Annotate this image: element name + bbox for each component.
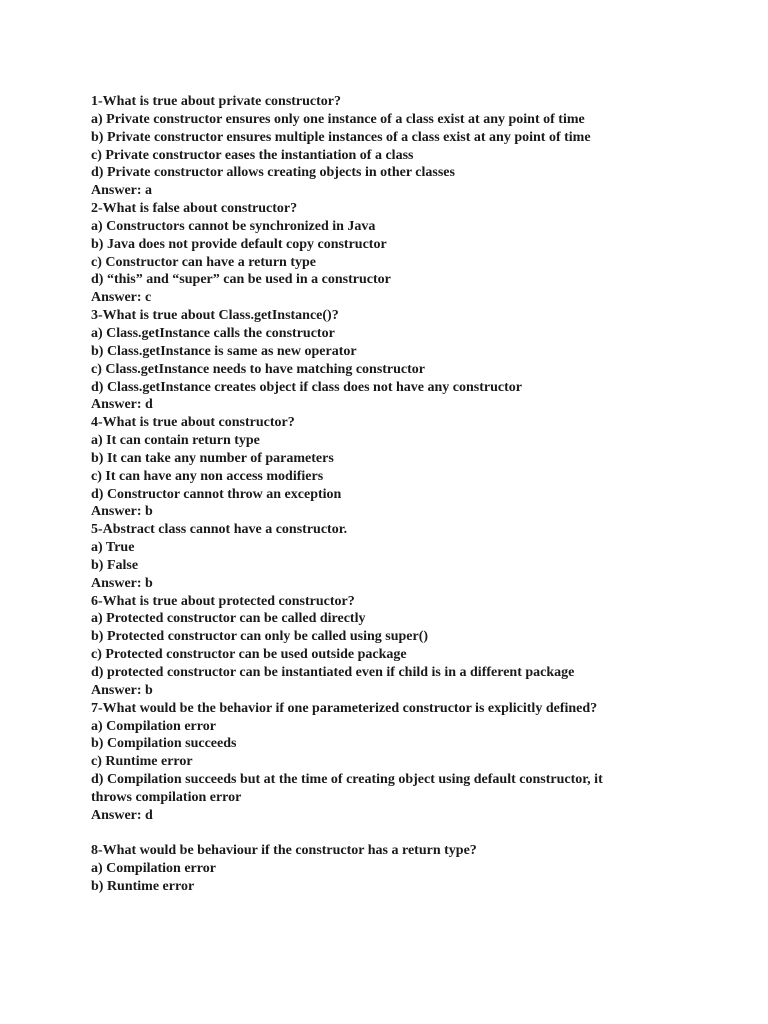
answer-option: d) “this” and “super” can be used in a constructor (91, 272, 391, 288)
answer-option: b) It can take any number of parameters (91, 450, 334, 466)
answer-key: Answer: b (91, 504, 153, 520)
answer-option: a) Compilation error (91, 718, 216, 734)
answer-key: Answer: a (91, 183, 153, 199)
quiz-document (91, 93, 751, 896)
answer-option: throws compilation error (91, 789, 242, 805)
answer-option: b) Java does not provide default copy constructor (91, 236, 387, 252)
answer-option: d) Compilation succeeds but at the time of creating object using default constructor, it (91, 772, 603, 788)
question-text: 2-What is false about constructor? (91, 201, 298, 217)
question-text: 7-What would be the behavior if one parameterized constructor is explicitly defined? (91, 700, 598, 716)
answer-key: Answer: b (91, 682, 153, 698)
question-text: 1-What is true about private constructor? (91, 94, 342, 109)
question-text: 5-Abstract class cannot have a constructor. (91, 522, 348, 538)
question-text: 3-What is true about Class.getInstance()? (91, 308, 339, 324)
answer-key: Answer: d (91, 807, 153, 823)
answer-option: a) It can contain return type (91, 433, 260, 449)
answer-option: d) Private constructor allows creating objects in other classes (91, 165, 455, 181)
answer-option: c) Runtime error (91, 754, 193, 770)
answer-option: b) Protected constructor can only be called using super() (91, 629, 429, 645)
answer-option: b) False (91, 557, 139, 573)
answer-option: b) Class.getInstance is same as new operator (91, 343, 357, 359)
answer-option: a) Class.getInstance calls the constructor (91, 325, 335, 341)
answer-option: a) Constructors cannot be synchronized in Java (91, 218, 376, 234)
answer-option: c) It can have any non access modifiers (91, 468, 324, 484)
answer-option: c) Private constructor eases the instantiation of a class (91, 147, 414, 163)
question-text: 6-What is true about protected constructor? (91, 593, 355, 609)
answer-option: c) Protected constructor can be used outside package (91, 647, 407, 663)
question-text: 8-What would be behaviour if the constructor has a return type? (91, 843, 477, 859)
answer-option: c) Constructor can have a return type (91, 254, 317, 270)
answer-option: b) Runtime error (91, 879, 195, 895)
answer-option: a) Protected constructor can be called directly (91, 611, 366, 627)
answer-option: d) protected constructor can be instantiated even if child is in a different package (91, 665, 575, 680)
answer-option: b) Private constructor ensures multiple instances of a class exist at any point of time (91, 129, 591, 145)
answer-key: Answer: d (91, 397, 153, 413)
question-text: 4-What is true about constructor? (91, 415, 295, 431)
blank-line (91, 825, 751, 843)
answer-key: Answer: c (91, 290, 152, 306)
answer-option: a) Private constructor ensures only one instance of a class exist at any point of time (91, 111, 585, 127)
answer-key: Answer: b (91, 575, 153, 591)
answer-option: a) True (91, 540, 135, 556)
answer-option: d) Class.getInstance creates object if class does not have any constructor (91, 379, 522, 395)
answer-option: b) Compilation succeeds (91, 736, 237, 752)
answer-option: a) Compilation error (91, 861, 216, 877)
answer-option: d) Constructor cannot throw an exception (91, 486, 342, 502)
answer-option: c) Class.getInstance needs to have matching constructor (91, 361, 426, 377)
